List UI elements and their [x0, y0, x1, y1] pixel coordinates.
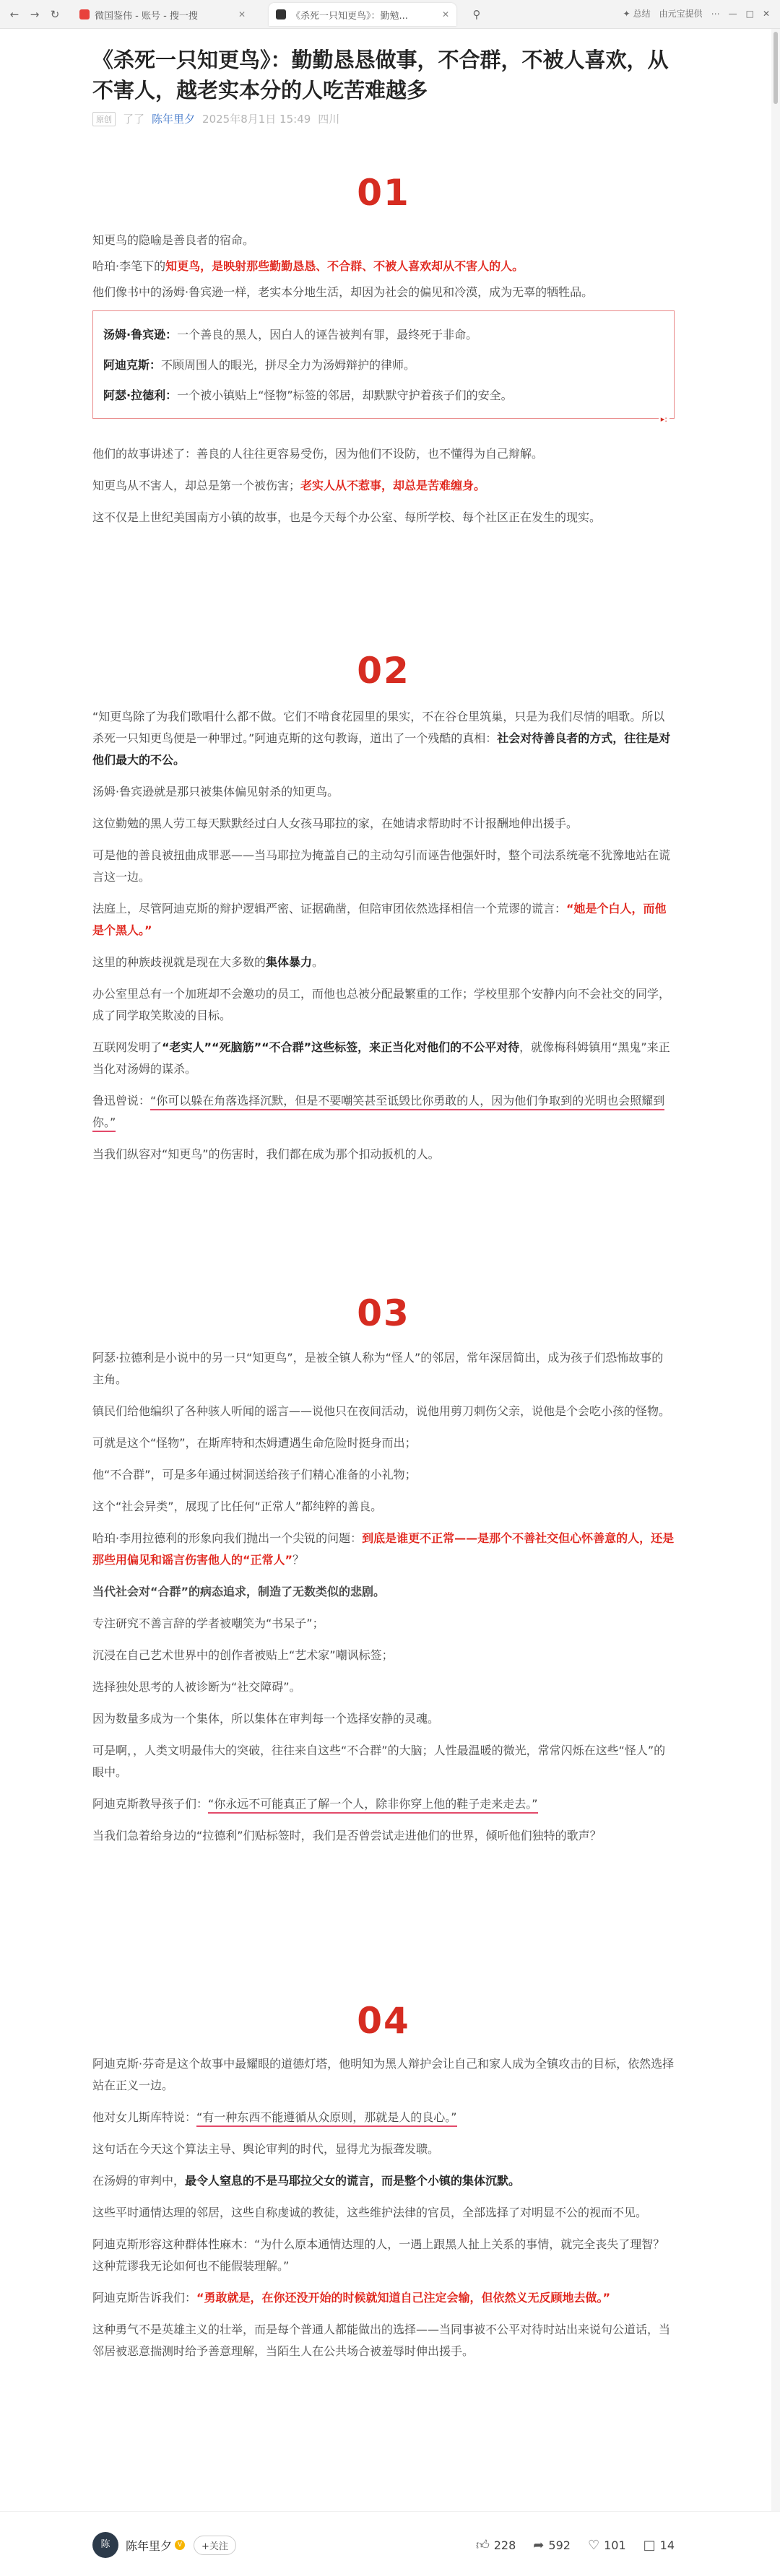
provider-label: 由元宝提供: [659, 9, 703, 19]
menu-icon[interactable]: ⋯: [711, 8, 720, 19]
paragraph: 鲁迅曾说：“你可以躲在角落选择沉默，但是不要嘲笑甚至诋毁比你勇敢的人，因为他们争取到的光明也会照耀到你。”: [92, 1090, 675, 1133]
back-icon[interactable]: ←: [9, 8, 20, 21]
comment-icon: □: [643, 2537, 656, 2553]
paragraph: 知更鸟的隐喻是善良者的宿命。: [92, 233, 255, 247]
paragraph: 汤姆·鲁宾逊就是那只被集体偏见射杀的知更鸟。: [92, 785, 339, 799]
character-item: 汤姆·鲁宾逊：一个善良的黑人，因白人的诬告被判有罪，最终死于非命。: [103, 328, 478, 341]
tab-favicon-icon: [79, 9, 90, 19]
browser-right-tools: [623, 7, 771, 19]
section-03: [92, 1292, 675, 1857]
heart-icon: ♡: [587, 2537, 600, 2553]
section-01: [92, 172, 675, 539]
paragraph: 办公室里总有一个加班却不会邀功的员工，而他也总被分配最繁重的工作；学校里那个安静内向不会社交的同学，成了同学取笑欺凌的目标。: [92, 987, 671, 1022]
tab-label: 《杀死一只知更鸟》：勤勉...: [291, 10, 408, 22]
author-name[interactable]: 陈年里夕: [126, 2538, 173, 2553]
paragraph: 阿迪克斯形容这种群体性麻木：“为什么原本通情达理的人，一遇上跟黑人扯上关系的事情，就完全丧失了理智？这种荒谬我无论如何也不能假装理解。”: [92, 2237, 665, 2273]
author-avatar[interactable]: 陈: [92, 2532, 118, 2558]
character-box: [92, 310, 675, 424]
underlined-quote: “你可以躲在角落选择沉默，但是不要嘲笑甚至诋毁比你勇敢的人，因为他们争取到的光明也会照耀到你。”: [92, 1094, 664, 1132]
paragraph: 专注研究不善言辞的学者被嘲笑为“书呆子”；: [92, 1616, 324, 1630]
sparkle-icon: ✦: [623, 8, 630, 19]
author-prefix: 了了: [123, 113, 145, 126]
paragraph: 当代社会对“合群”的病态追求，制造了无数类似的悲剧。: [92, 1585, 386, 1598]
paragraph: 可是他的善良被扭曲成罪恶——当马耶拉为掩盖自己的主动勾引而诬告他强奸时，整个司法系统毫不犹豫地站在谎言这一边。: [92, 848, 671, 884]
paragraph: 他“不合群”，可是多年通过树洞送给孩子们精心准备的小礼物；: [92, 1468, 417, 1481]
tab-favicon-icon: [276, 9, 286, 19]
section-number: 02: [357, 650, 410, 692]
tab-close-icon[interactable]: ✕: [238, 9, 246, 19]
article-meta: [92, 111, 675, 126]
article-page: [0, 29, 780, 2576]
paragraph: 可是啊，，人类文明最伟大的突破，往往来自这些“不合群”的大脑；人性最温暖的微光，常常闪烁在这些“怪人”的眼中。: [92, 1744, 666, 1779]
thumbs-up-icon: 👍︎: [475, 2538, 490, 2553]
article-header: [92, 45, 675, 126]
paragraph: “知更鸟除了为我们歌唱什么都不做。它们不啃食花园里的果实，不在谷仓里筑巢，只是为我们尽情的唱歌。所以杀死一只知更鸟便是一种罪过。”阿迪克斯的这句教诲，道出了一个残酷的真相：社会对待善良者的方式，往往是对他们最大的不公。: [92, 710, 671, 767]
paragraph: 当我们急着给身边的“拉德利”们贴标签时，我们是否曾尝试走进他们的世界，倾听他们独特的歌声？: [92, 1829, 602, 1842]
browser-tab-1[interactable]: [72, 3, 253, 26]
tab-label: 微国鉴伟 - 账号 - 搜一搜: [95, 10, 198, 22]
paragraph: 哈珀·李笔下的知更鸟，是映射那些勤勤恳恳、不合群、不被人喜欢却从不害人的人。: [92, 259, 524, 273]
favorite-button[interactable]: ♡ 101: [587, 2537, 626, 2553]
character-item: 阿迪克斯：不顾周围人的眼光，拼尽全力为汤姆辩护的律师。: [103, 358, 416, 372]
paragraph: 他们像书中的汤姆·鲁宾逊一样，老实本分地生活，却因为社会的偏见和冷漠，成为无辜的牺牲品。: [92, 285, 594, 299]
section-number: 01: [357, 172, 410, 214]
browser-tab-2[interactable]: [269, 3, 456, 26]
minimize-icon[interactable]: —: [728, 8, 737, 19]
verified-badge-icon: V: [175, 2540, 185, 2550]
paragraph: 互联网发明了“老实人”“死脑筋”“不合群”这些标签，来正当化对他们的不公平对待，就像梅科姆镇用“黑鬼”来正当化对汤姆的谋杀。: [92, 1040, 670, 1076]
paragraph: 因为数量多成为一个集体，所以集体在审判每一个选择安静的灵魂。: [92, 1712, 440, 1726]
search-icon[interactable]: ⚲: [472, 8, 481, 21]
underlined-quote: “你永远不可能真正了解一个人，除非你穿上他的鞋子走来走去。”: [208, 1797, 538, 1814]
paragraph: 这句话在今天这个算法主导、舆论审判的时代，显得尤为振聋发聩。: [92, 2142, 440, 2156]
paragraph: 在汤姆的审判中，最令人窒息的不是马耶拉父女的谎言，而是整个小镇的集体沉默。: [92, 2174, 521, 2188]
section-04: [92, 2000, 675, 2372]
browser-tab-bar: [0, 0, 780, 29]
comment-button[interactable]: □ 14: [643, 2537, 675, 2553]
paragraph: 哈珀·李用拉德利的形象向我们抛出一个尖锐的问题：到底是谁更不正常——是那个不善社交但心怀善意的人，还是那些用偏见和谣言伤害他人的“正常人”？: [92, 1531, 675, 1567]
like-button[interactable]: 👍︎ 228: [475, 2538, 516, 2553]
section-02: [92, 650, 675, 1175]
character-item: 阿瑟·拉德利：一个被小镇贴上“怪物”标签的邻居，却默默守护着孩子们的安全。: [103, 388, 513, 402]
publish-location: 四川: [318, 113, 340, 126]
paragraph: 阿迪克斯告诉我们：“勇敢就是，在你还没开始的时候就知道自己注定会输，但依然义无反顾地去做。”: [92, 2291, 611, 2305]
paragraph: 当我们纵容对“知更鸟”的伤害时，我们都在成为那个扣动扳机的人。: [92, 1147, 440, 1161]
summary-button[interactable]: ✦ 总结: [623, 8, 651, 19]
paragraph: 阿瑟·拉德利是小说中的另一只“知更鸟”，是被全镇人称为“怪人”的邻居，常年深居简出，成为孩子们恐怖故事的主角。: [92, 1351, 664, 1386]
publish-date: 2025年8月1日 15:49: [202, 113, 311, 126]
share-button[interactable]: ➦ 592: [533, 2537, 571, 2553]
engagement-stats: [476, 2537, 675, 2553]
forward-icon[interactable]: →: [30, 8, 40, 21]
paragraph: 他对女儿斯库特说：“有一种东西不能遵循从众原则，那就是人的良心。”: [92, 2107, 675, 2128]
paragraph: 这个“社会异类”，展现了比任何“正常人”都纯粹的善良。: [92, 1500, 383, 1513]
paragraph: 沉浸在自己艺术世界中的创作者被贴上“艺术家”嘲讽标签；: [92, 1648, 394, 1662]
section-number: 04: [357, 2000, 410, 2042]
paragraph: 这位勤勉的黑人劳工每天默默经过白人女孩马耶拉的家，在她请求帮助时不计报酬地伸出援手。: [92, 817, 578, 830]
section-number: 03: [357, 1292, 410, 1334]
paragraph: 镇民们给他编织了各种骇人听闻的谣言——说他只在夜间活动，说他用剪刀刺伤父亲，说他是个会吃小孩的怪物。: [92, 1404, 671, 1418]
original-tag: 原创: [92, 112, 116, 126]
follow-button[interactable]: +关注: [194, 2536, 236, 2555]
paragraph: 阿迪克斯教导孩子们：“你永远不可能真正了解一个人，除非你穿上他的鞋子走来走去。”: [92, 1793, 675, 1815]
author-link[interactable]: 陈年里夕: [152, 113, 196, 126]
tab-close-icon[interactable]: ✕: [441, 9, 449, 19]
article-action-bar: [0, 2511, 780, 2576]
share-icon: ➦: [533, 2537, 545, 2553]
paragraph: 选择独处思考的人被诊断为“社交障碍”。: [92, 1680, 301, 1694]
paragraph: 这里的种族歧视就是现在大多数的集体暴力。: [92, 955, 324, 969]
paragraph: 知更鸟从不害人，却总是第一个被伤害；老实人从不惹事，却总是苦难缠身。: [92, 479, 486, 492]
paragraph: 阿迪克斯·芬奇是这个故事中最耀眼的道德灯塔，他明知为黑人辩护会让自己和家人成为全镇攻击的目标，依然选择站在正义一边。: [92, 2057, 675, 2092]
article-title: 《杀死一只知更鸟》：勤勤恳恳做事，不合群，不被人喜欢，从不害人，越老实本分的人吃苦难越多: [92, 48, 669, 103]
paragraph: 这不仅是上世纪美国南方小镇的故事，也是今天每个办公室、每所学校、每个社区正在发生的现实。: [92, 510, 602, 524]
paragraph: 他们的故事讲述了：善良的人往往更容易受伤，因为他们不设防，也不懂得为自己辩解。: [92, 447, 544, 461]
maximize-icon[interactable]: □: [745, 8, 754, 19]
box-corner-mark: ▸:: [659, 414, 670, 424]
close-window-icon[interactable]: ✕: [762, 8, 770, 19]
paragraph: 法庭上，尽管阿迪克斯的辩护逻辑严密、证据确凿，但陪审团依然选择相信一个荒谬的谎言：“她是个白人，而他是个黑人。”: [92, 902, 667, 937]
paragraph: 这些平时通情达理的邻居，这些自称虔诚的教徒，这些维护法律的官员，全部选择了对明显不公的视而不见。: [92, 2206, 648, 2219]
underlined-quote: “有一种东西不能遵循从众原则，那就是人的良心。”: [196, 2110, 457, 2127]
paragraph: 这种勇气不是英雄主义的壮举，而是每个普通人都能做出的选择——当同事被不公平对待时站出来说句公道话，当邻居被恶意揣测时给予善意理解，当陌生人在公共场合被羞辱时伸出援手。: [92, 2323, 671, 2358]
reload-icon[interactable]: ↻: [50, 8, 60, 21]
paragraph: 可就是这个“怪物”，在斯库特和杰姆遭遇生命危险时挺身而出；: [92, 1436, 417, 1450]
